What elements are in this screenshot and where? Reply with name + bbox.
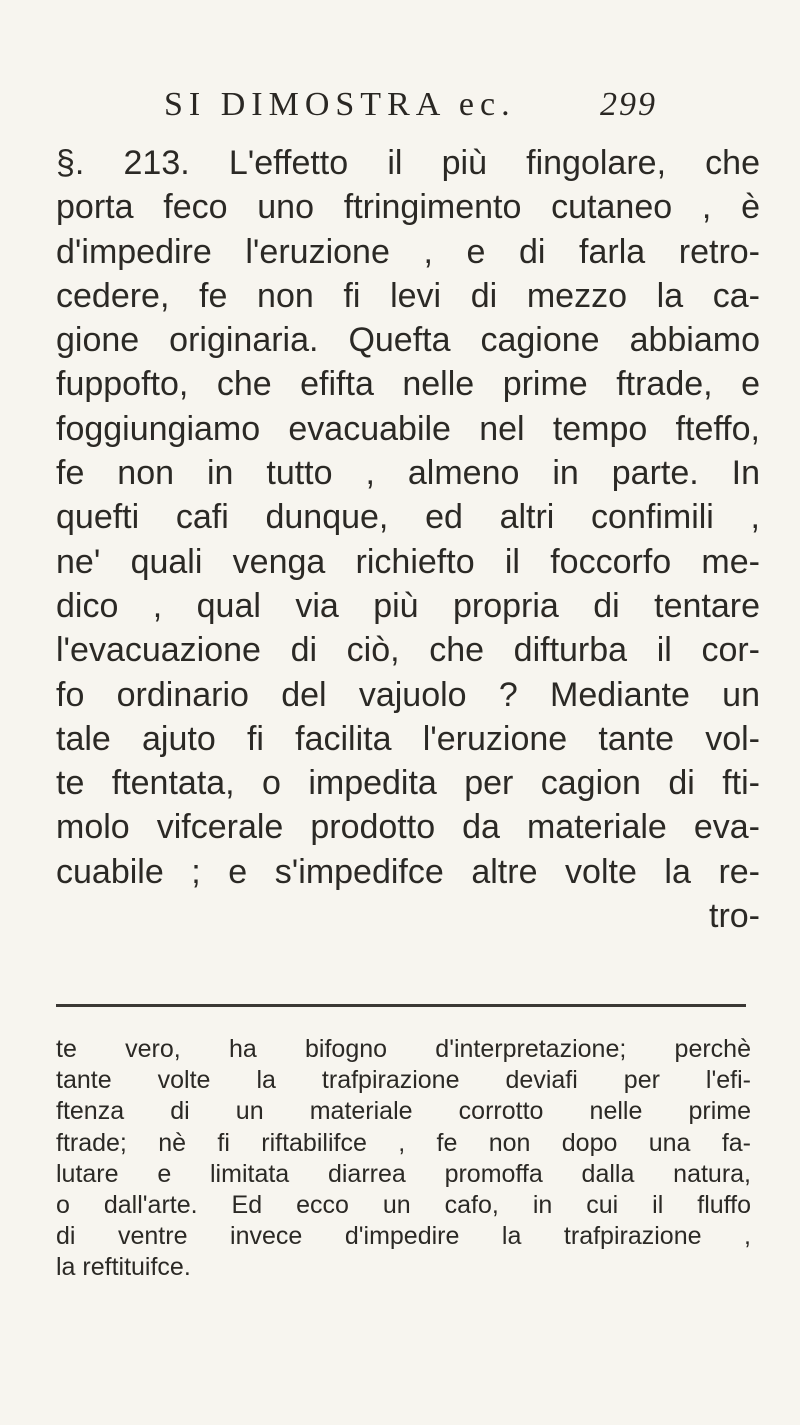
body-line: ne' quali venga richiefto il foccorfo me- — [56, 542, 760, 581]
running-title: SI DIMOSTRA ec. — [164, 86, 516, 123]
body-line: foggiungiamo evacuabile nel tempo fteffo, — [56, 409, 760, 448]
body-line: dico , qual via più propria di tentare — [56, 586, 760, 625]
body-line: d'impedire l'eruzione , e di farla retro- — [56, 232, 760, 271]
body-line: cedere, fe non fi levi di mezzo la ca- — [56, 276, 760, 315]
running-head — [0, 86, 800, 136]
footnote-line: la reftituifce. — [56, 1253, 191, 1282]
footnote-divider — [56, 1004, 746, 1007]
body-line: gione originaria. Quefta cagione abbiamo — [56, 321, 760, 360]
footnote-line: tante volte la trafpirazione deviafi per l'efi- — [56, 1066, 751, 1095]
body-line: tale ajuto fi facilita l'eruzione tante vol- — [56, 719, 760, 758]
body-line: quefti cafi dunque, ed altri confimili , — [56, 498, 760, 537]
body-line: molo vifcerale prodotto da materiale eva- — [56, 808, 760, 847]
body-line: cuabile ; e s'impedifce altre volte la re- — [56, 852, 760, 891]
catchword: tro- — [709, 897, 760, 936]
footnote-line: lutare e limitata diarrea promoffa dalla natura, — [56, 1159, 751, 1188]
footnote-line: te vero, ha bifogno d'interpretazione; perchè — [56, 1035, 751, 1063]
page-number: 299 — [600, 86, 657, 123]
footnote-line: di ventre invece d'impedire la trafpirazione , — [56, 1222, 751, 1251]
body-line: te ftentata, o impedita per cagion di fti- — [56, 764, 760, 803]
body-line: fe non in tutto , almeno in parte. In — [56, 454, 760, 493]
body-line: §. 213. L'effetto il più fingolare, che — [56, 144, 760, 182]
footnote-line: o dall'arte. Ed ecco un cafo, in cui il fluffo — [56, 1191, 751, 1220]
body-line: fuppofto, che efifta nelle prime ftrade, e — [56, 365, 760, 404]
body-line: l'evacuazione di ciò, che difturba il cor- — [56, 631, 760, 670]
body-line: porta feco uno ftringimento cutaneo , è — [56, 188, 760, 227]
footnote-block — [56, 1034, 751, 1284]
footnote-line: ftenza di un materiale corrotto nelle prime — [56, 1097, 751, 1126]
main-text-block — [56, 141, 760, 938]
footnote-line: ftrade; nè fi riftabilifce , fe non dopo una fa- — [56, 1128, 751, 1157]
body-line: fo ordinario del vajuolo ? Mediante un — [56, 675, 760, 714]
